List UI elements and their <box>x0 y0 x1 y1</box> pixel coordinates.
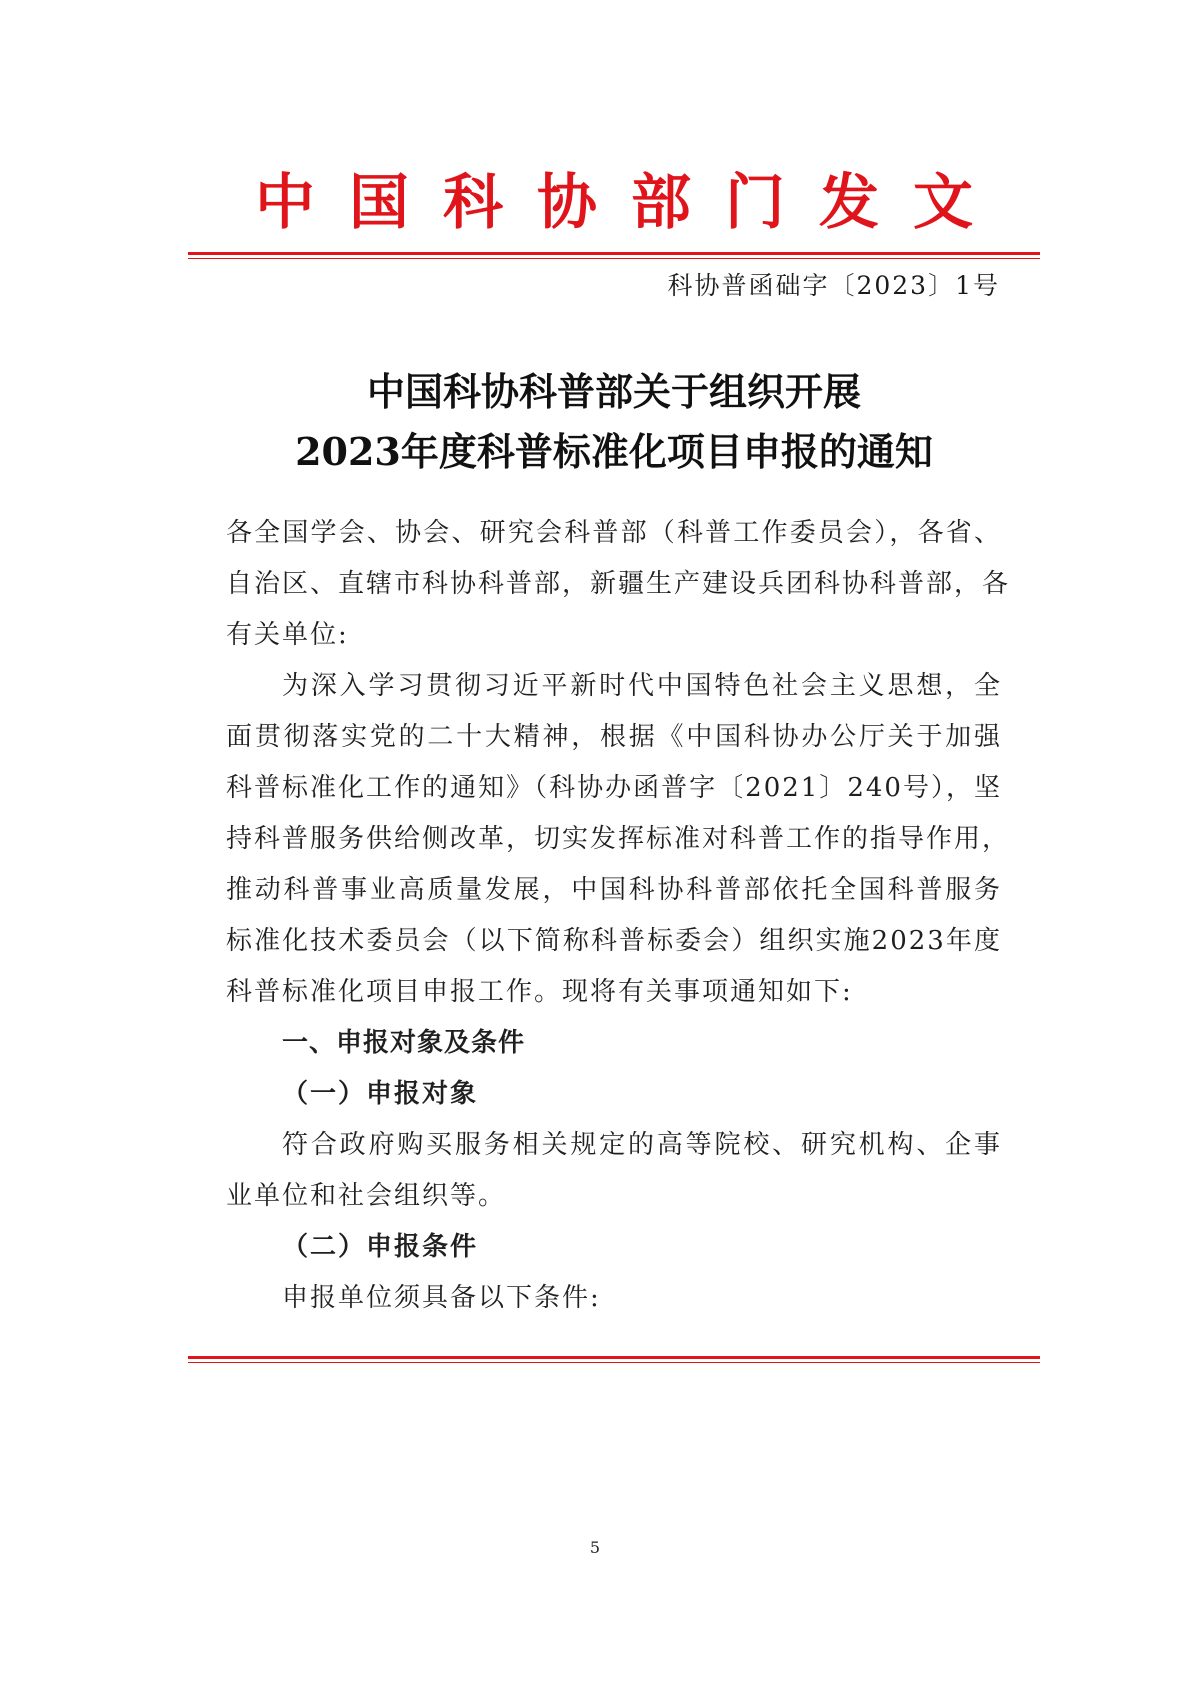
notice-body <box>226 508 1011 1324</box>
addressee-line: 有关单位: <box>226 620 349 650</box>
intro-line: 持科普服务供给侧改革，切实发挥标准对科普工作的指导作用， <box>226 824 1011 854</box>
intro-line: 为深入学习贯彻习近平新时代中国特色社会主义思想，全 <box>282 671 1002 701</box>
subsection-2-line: 申报单位须具备以下条件: <box>282 1283 601 1313</box>
subsection-heading-1: （一）申报对象 <box>282 1079 479 1109</box>
masthead-rule-thin <box>188 258 1040 259</box>
section-heading-1: 一、申报对象及条件 <box>282 1028 526 1058</box>
notice-title <box>188 362 1040 482</box>
footer-rule-thick <box>188 1356 1040 1359</box>
intro-line: 推动科普事业高质量发展，中国科协科普部依托全国科普服务 <box>226 875 1002 905</box>
subsection-1-line: 业单位和社会组织等。 <box>226 1181 507 1211</box>
masthead-rule-thick <box>188 252 1040 255</box>
intro-line: 标准化技术委员会（以下简称科普标委会）组织实施2023年度 <box>226 926 1002 956</box>
document-number: 科协普函础字〔2023〕1号 <box>667 271 1000 300</box>
page-number: 5 <box>589 1538 601 1557</box>
addressee-line: 各全国学会、协会、研究会科普部（科普工作委员会），各省、 <box>226 518 1002 548</box>
notice-title-line-1: 中国科协科普部关于组织开展 <box>366 369 861 414</box>
subsection-heading-2: （二）申报条件 <box>282 1232 479 1262</box>
notice-title-line-2: 2023年度科普标准化项目申报的通知 <box>295 429 933 474</box>
masthead-title: 中国科协部门发文 <box>255 168 1007 238</box>
addressee-line: 自治区、直辖市科协科普部，新疆生产建设兵团科协科普部，各 <box>226 569 1011 599</box>
footer-rule-thin <box>188 1362 1040 1363</box>
intro-line: 科普标准化工作的通知》（科协办函普字〔2021〕240号），坚 <box>226 773 1002 803</box>
intro-line: 面贯彻落实党的二十大精神，根据《中国科协办公厅关于加强 <box>226 722 1002 752</box>
intro-line: 科普标准化项目申报工作。现将有关事项通知如下: <box>226 977 853 1007</box>
subsection-1-line: 符合政府购买服务相关规定的高等院校、研究机构、企事 <box>282 1130 1002 1160</box>
